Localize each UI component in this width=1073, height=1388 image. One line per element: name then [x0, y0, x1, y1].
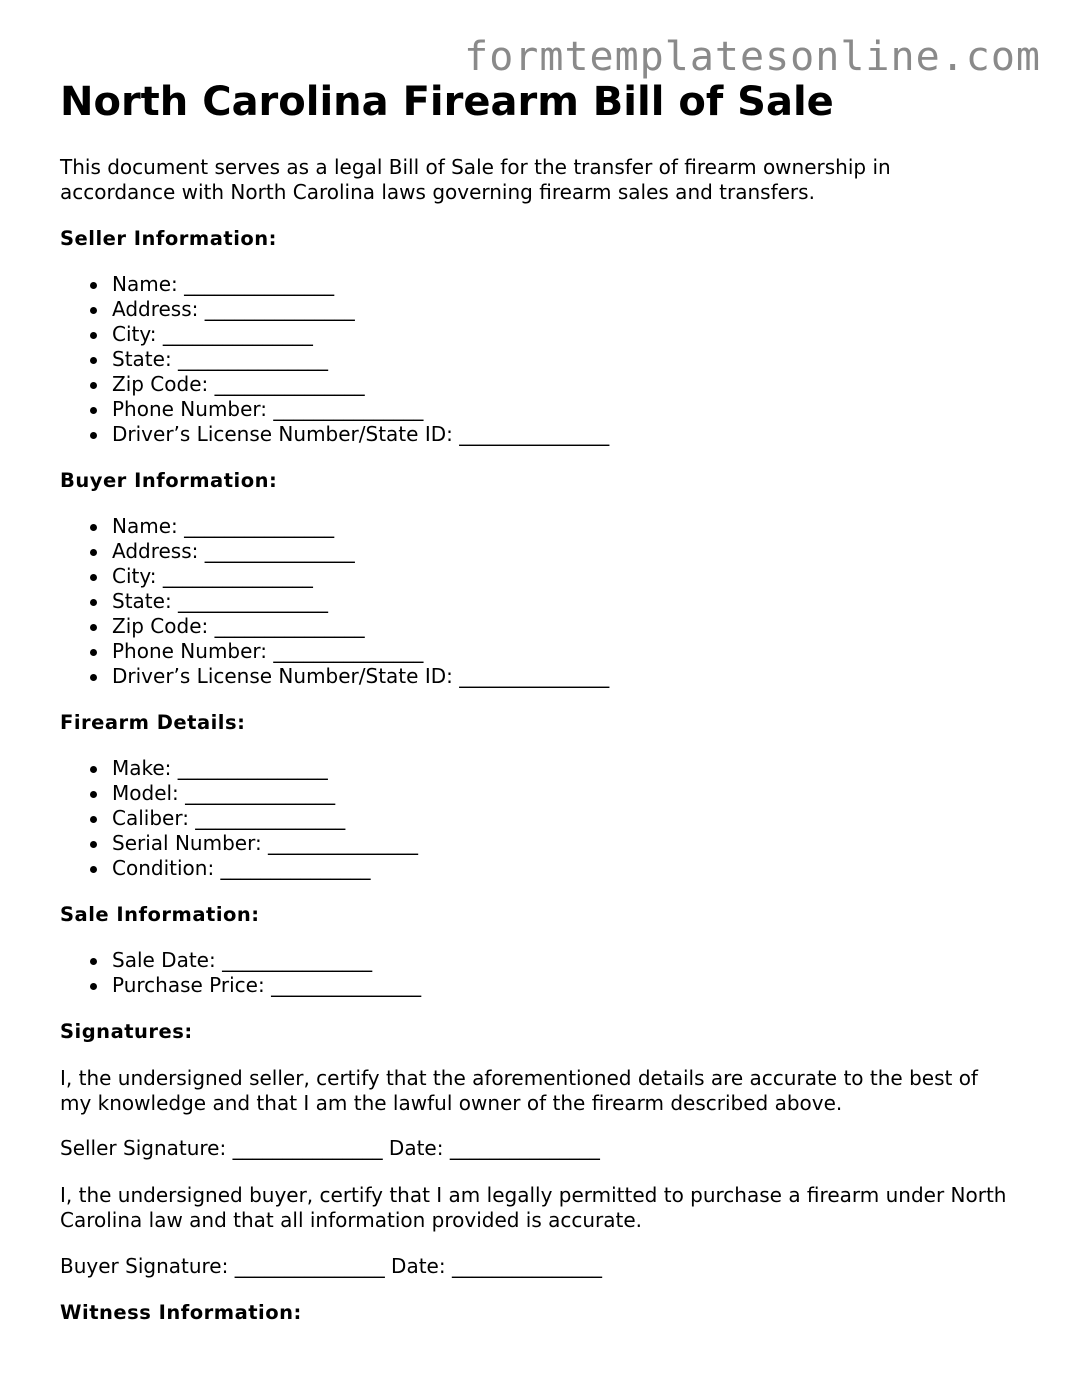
firearm-caliber-field[interactable]: Caliber: _______________: [60, 806, 418, 831]
seller-city-field[interactable]: City: _______________: [60, 322, 609, 347]
firearm-make-field[interactable]: Make: _______________: [60, 756, 418, 781]
seller-address-field[interactable]: Address: _______________: [60, 297, 609, 322]
signatures-heading: Signatures:: [60, 1020, 193, 1043]
seller-phone-field[interactable]: Phone Number: _______________: [60, 397, 609, 422]
buyer-state-field[interactable]: State: _______________: [60, 589, 609, 614]
seller-name-field[interactable]: Name: _______________: [60, 272, 609, 297]
buyer-zip-field[interactable]: Zip Code: _______________: [60, 614, 609, 639]
firearm-condition-field[interactable]: Condition: _______________: [60, 856, 418, 881]
seller-license-field[interactable]: Driver’s License Number/State ID: _______________: [60, 422, 609, 447]
seller-state-field[interactable]: State: _______________: [60, 347, 609, 372]
seller-fields: [60, 272, 609, 447]
intro-paragraph: This document serves as a legal Bill of Sale for the transfer of firearm ownership in accordance with North Carolina laws governing firearm sales and transfers.: [60, 155, 891, 204]
buyer-fields: [60, 514, 609, 689]
buyer-name-field[interactable]: Name: _______________: [60, 514, 609, 539]
sale-heading: Sale Information:: [60, 903, 260, 926]
sale-fields: [60, 948, 421, 998]
buyer-signature-line[interactable]: Buyer Signature: _______________ Date: _______________: [60, 1254, 602, 1278]
seller-statement: I, the undersigned seller, certify that the aforementioned details are accurate to the best of my knowledge and that I am the lawful owner of the firearm described above.: [60, 1066, 978, 1115]
seller-heading: Seller Information:: [60, 227, 277, 250]
firearm-model-field[interactable]: Model: _______________: [60, 781, 418, 806]
witness-heading: Witness Information:: [60, 1301, 302, 1324]
sale-date-field[interactable]: Sale Date: _______________: [60, 948, 421, 973]
firearm-heading: Firearm Details:: [60, 711, 246, 734]
watermark: formtemplatesonline.com: [464, 34, 1041, 80]
seller-zip-field[interactable]: Zip Code: _______________: [60, 372, 609, 397]
buyer-address-field[interactable]: Address: _______________: [60, 539, 609, 564]
firearm-fields: [60, 756, 418, 881]
buyer-license-field[interactable]: Driver’s License Number/State ID: _______________: [60, 664, 609, 689]
buyer-city-field[interactable]: City: _______________: [60, 564, 609, 589]
firearm-serial-field[interactable]: Serial Number: _______________: [60, 831, 418, 856]
document-title: North Carolina Firearm Bill of Sale: [60, 79, 834, 125]
buyer-phone-field[interactable]: Phone Number: _______________: [60, 639, 609, 664]
buyer-heading: Buyer Information:: [60, 469, 278, 492]
purchase-price-field[interactable]: Purchase Price: _______________: [60, 973, 421, 998]
seller-signature-line[interactable]: Seller Signature: _______________ Date: _______________: [60, 1136, 600, 1160]
buyer-statement: I, the undersigned buyer, certify that I am legally permitted to purchase a firearm under North Carolina law and that all information provided is accurate.: [60, 1183, 1007, 1232]
